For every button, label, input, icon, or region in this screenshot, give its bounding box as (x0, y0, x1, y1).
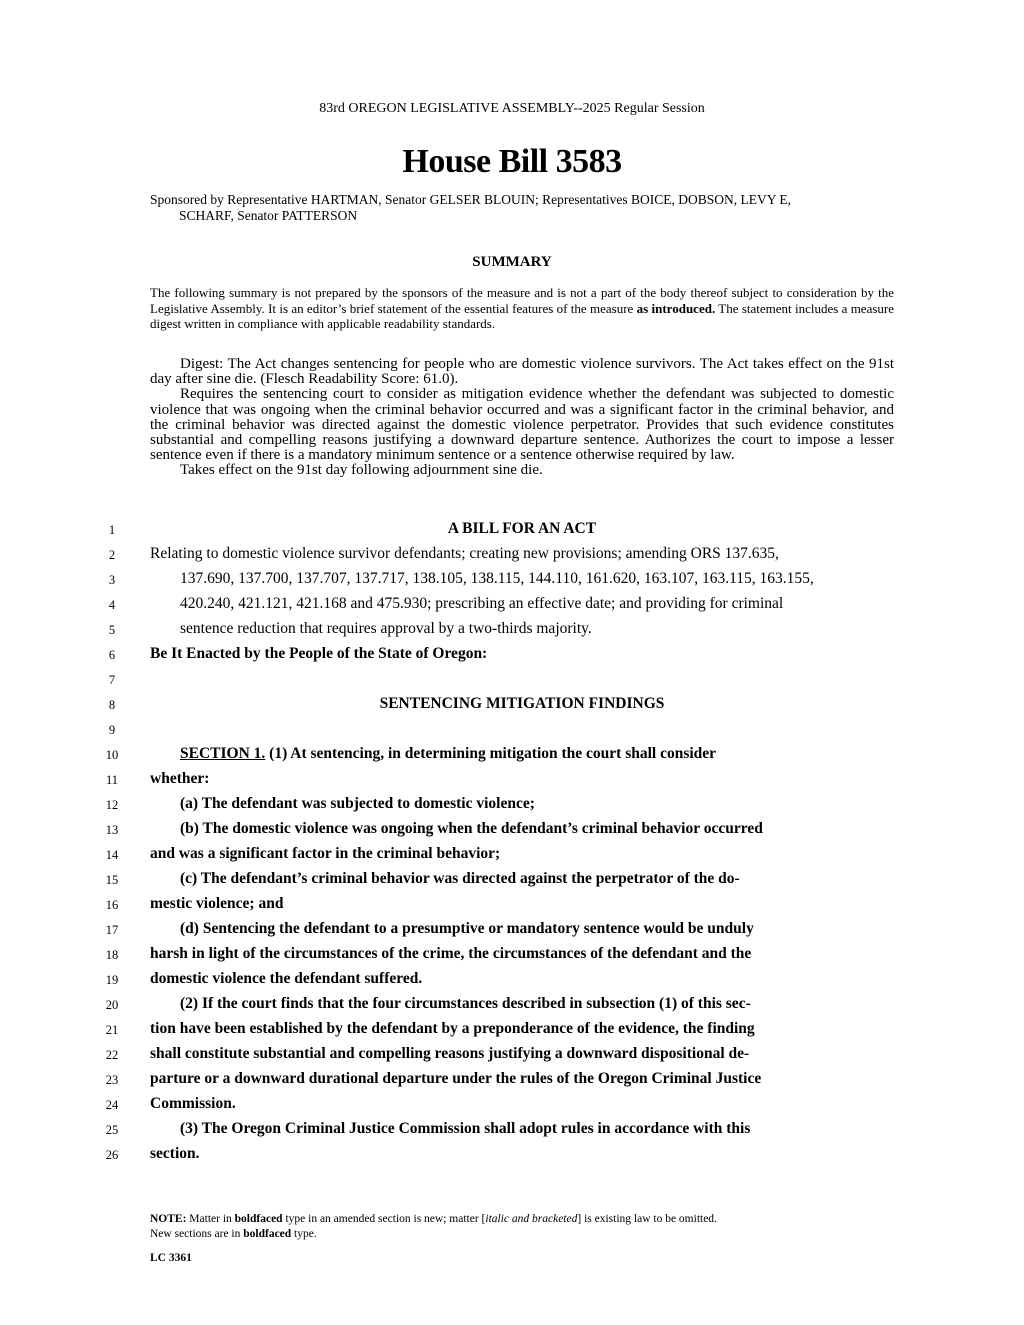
line-number: 5 (108, 623, 116, 637)
line-number: 19 (105, 973, 119, 987)
line-number: 22 (105, 1048, 119, 1062)
note-text: New sections are in (150, 1228, 244, 1240)
bill-line: parture or a downward durational departure under the rules of the Oregon Criminal Justice (150, 1070, 762, 1087)
line-number: 3 (108, 573, 116, 587)
note-italic: italic and bracketed (485, 1213, 578, 1225)
line-number: 26 (105, 1148, 119, 1162)
bill-line: shall constitute substantial and compelling reasons justifying a downward dispositional de- (150, 1045, 750, 1062)
line-number: 25 (105, 1123, 119, 1137)
lc-number: LC 3361 (150, 1252, 192, 1264)
note-line-1 (150, 1212, 890, 1227)
line-number: 13 (105, 823, 119, 837)
line-number: 24 (105, 1098, 119, 1112)
summary-intro-tail: The statement includes a measure digest written in compliance with applicable readability standards. (150, 300, 895, 331)
note-text: type in an amended section is new; matter [ (282, 1213, 486, 1225)
bill-line: mestic violence; and (150, 895, 284, 912)
bill-line: section. (150, 1145, 200, 1162)
bill-title: House Bill 3583 (402, 143, 622, 180)
note-bold: boldfaced (234, 1213, 283, 1225)
note-bold: boldfaced (243, 1228, 292, 1240)
line-number: 7 (108, 673, 116, 687)
bill-line: domestic violence the defendant suffered. (150, 970, 423, 987)
line-number: 11 (105, 773, 119, 787)
bill-line: (c) The defendant’s criminal behavior was directed against the perpetrator of the do- (180, 870, 740, 887)
session-header: 83rd OREGON LEGISLATIVE ASSEMBLY--2025 Regular Session (319, 101, 705, 116)
bill-line (180, 745, 716, 763)
note-text: type. (291, 1228, 317, 1240)
line-number: 18 (105, 948, 119, 962)
bill-line: whether: (150, 770, 210, 787)
bill-line: tion have been established by the defendant by a preponderance of the evidence, the finding (150, 1020, 755, 1037)
bill-line: Commission. (150, 1095, 236, 1112)
bill-line: (b) The domestic violence was ongoing when the defendant’s criminal behavior occurred (180, 820, 763, 837)
summary-heading: SUMMARY (472, 254, 552, 270)
summary-intro (150, 285, 894, 332)
section-text: (1) At sentencing, in determining mitigation the court shall consider (265, 745, 717, 762)
summary-intro-text: The following summary is not prepared by the sponsors of the measure and is not a part of the body thereof subject to consideration by the Legislative Assembly. It is an editor’s brief statement of the essential features of the measure (150, 285, 894, 316)
line-number: 23 (105, 1073, 119, 1087)
bill-line: and was a significant factor in the criminal behavior; (150, 845, 501, 862)
requires-paragraph: Requires the sentencing court to consider as mitigation evidence whether the defendant was subjected to domestic violence that was ongoing when the criminal behavior occurred and was a significant factor in the criminal behavior, and the criminal behavior was directed against the domestic violence perpetrator. Provides that such evidence constitutes substantial and compelling reasons justifying a downward departure sentence. Authorizes the court to impose a lesser sentence even if there is a mandatory minimum sentence or a sentence otherwise required by law. (150, 386, 894, 464)
effective-paragraph: Takes effect on the 91st day following adjournment sine die. (180, 462, 543, 479)
line-number: 15 (105, 873, 119, 887)
sponsors (150, 192, 896, 224)
line-number: 9 (108, 723, 116, 737)
enacting-clause: Be It Enacted by the People of the State of Oregon: (150, 645, 488, 662)
line-number: 4 (108, 598, 116, 612)
bill-line: (2) If the court finds that the four circumstances described in subsection (1) of this sec- (180, 995, 751, 1012)
bill-line: (d) Sentencing the defendant to a presumptive or mandatory sentence would be unduly (180, 920, 754, 937)
bill-line: 137.690, 137.700, 137.707, 137.717, 138.105, 138.115, 144.110, 161.620, 163.107, 163.115, 163.155, (180, 570, 814, 587)
bill-line: (3) The Oregon Criminal Justice Commission shall adopt rules in accordance with this (180, 1120, 751, 1137)
note-label: NOTE: (150, 1213, 187, 1225)
bill-line: (a) The defendant was subjected to domestic violence; (180, 795, 535, 812)
line-number: 1 (108, 523, 116, 537)
bill-line: Relating to domestic violence survivor defendants; creating new provisions; amending ORS 137.635, (150, 545, 779, 562)
line-number: 10 (105, 748, 119, 762)
line-number: 8 (108, 698, 116, 712)
line-number: 6 (108, 648, 116, 662)
note-text: ] is existing law to be omitted. (577, 1213, 717, 1225)
line-number: 21 (105, 1023, 119, 1037)
sponsors-line-2: SCHARF, Senator PATTERSON (179, 208, 358, 223)
line-number: 20 (105, 998, 119, 1012)
digest (150, 357, 894, 479)
bill-line: harsh in light of the circumstances of the crime, the circumstances of the defendant and the (150, 945, 752, 962)
line-number: 16 (105, 898, 119, 912)
bill-for-an-act-heading: A BILL FOR AN ACT (447, 520, 597, 537)
bill-line: sentence reduction that requires approval by a two-thirds majority. (180, 620, 592, 637)
footer-note (150, 1212, 890, 1242)
line-number: 2 (108, 548, 116, 562)
line-number: 12 (105, 798, 119, 812)
sponsors-line-1: Sponsored by Representative HARTMAN, Senator GELSER BLOUIN; Representatives BOICE, DOBSON, LEVY E, (150, 192, 791, 207)
section-heading: SENTENCING MITIGATION FINDINGS (379, 695, 665, 712)
digest-paragraph: Digest: The Act changes sentencing for people who are domestic violence survivors. The Act takes effect on the 91st day after sine die. (Flesch Readability Score: 61.0). (150, 356, 894, 388)
summary-intro-bold: as introduced. (636, 300, 716, 316)
note-line-2 (150, 1227, 890, 1242)
line-number: 17 (105, 923, 119, 937)
section-label: SECTION 1. (180, 745, 266, 762)
line-number: 14 (105, 848, 119, 862)
note-text: Matter in (186, 1213, 235, 1225)
bill-line: 420.240, 421.121, 421.168 and 475.930; prescribing an effective date; and providing for criminal (180, 595, 784, 612)
